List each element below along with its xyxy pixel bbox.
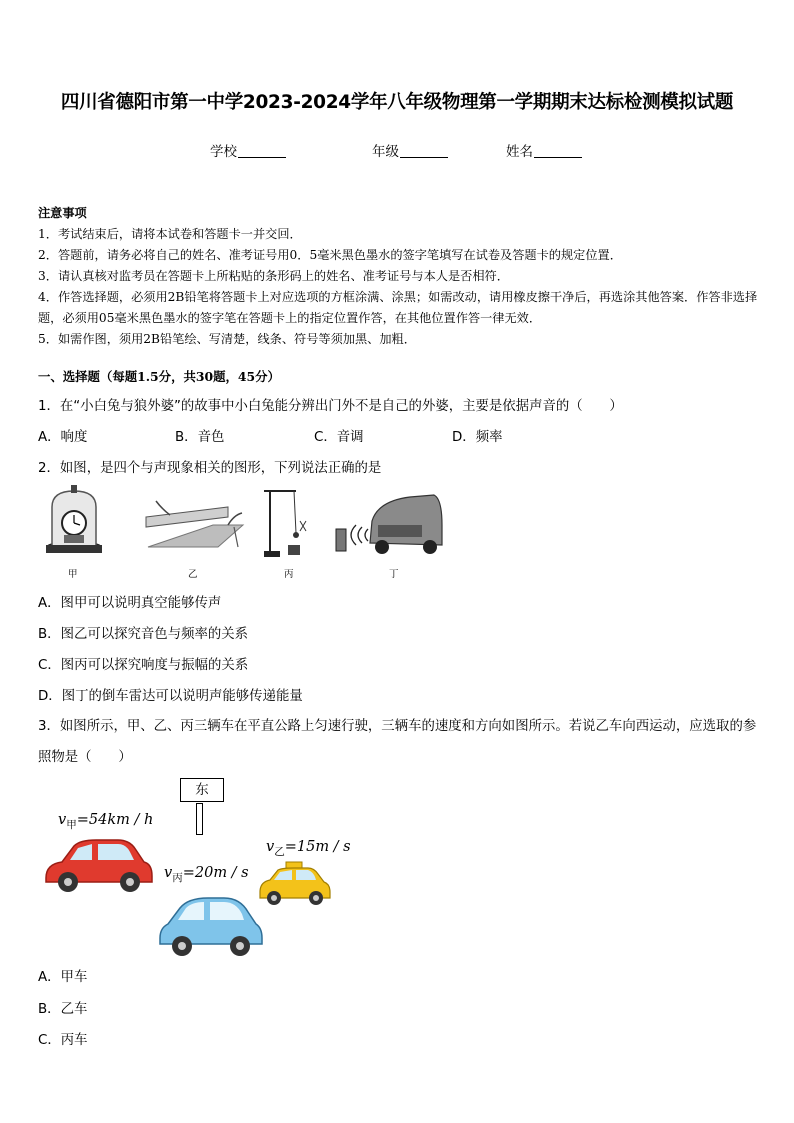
q3-option-a[interactable]: A．甲车 <box>38 970 88 985</box>
grade-field[interactable] <box>372 140 448 160</box>
section-title: 一、选择题（每题1.5分，共30题，45分） <box>38 369 280 384</box>
q2-label-ding: 丁 <box>389 569 399 580</box>
car-jia <box>46 840 152 892</box>
bell-jar-figure <box>46 485 102 553</box>
notes-item: 3．请认真核对监考员在答题卡上所粘贴的条形码上的姓名、准考证号与本人是否相符． <box>38 269 509 283</box>
exam-title: 四川省德阳市第一中学2023-2024学年八年级物理第一学期期末达标检测模拟试题 <box>60 92 734 113</box>
name-field[interactable] <box>506 140 582 160</box>
speed-yi-unit: m / s <box>315 839 351 855</box>
q3-option-c[interactable]: C．丙车 <box>38 1033 88 1048</box>
question-3-stem: 3．如图所示，甲、乙、丙三辆车在平直公路上匀速行驶，三辆车的速度和方向如图所示。若说乙车向西运动，应选取的参照物是（ ） <box>38 719 757 765</box>
speed-label-yi: $v_乙=15m / s$ <box>266 839 351 858</box>
speed-label-bing: $v_丙=20m / s$ <box>164 865 249 884</box>
notes-block <box>38 203 760 350</box>
q2-figures <box>38 485 448 580</box>
question-2-stem: 2．如图，是四个与声现象相关的图形，下列说法正确的是 <box>38 461 382 476</box>
tuning-fork-figure <box>264 491 306 557</box>
name-blank[interactable] <box>534 143 582 158</box>
q1-option-c[interactable]: C．音调 <box>314 430 364 445</box>
speed-yi-value: 15 <box>296 839 316 855</box>
grade-label: 年级 <box>372 144 399 160</box>
q2-label-jia: 甲 <box>68 569 78 580</box>
q3-option-b[interactable]: B．乙车 <box>38 1002 88 1017</box>
speed-bing-car: 丙 <box>172 871 183 884</box>
speed-jia-unit: km / h <box>107 812 154 828</box>
grade-blank[interactable] <box>400 143 448 158</box>
q1-option-d[interactable]: D．频率 <box>452 430 503 445</box>
speed-label-jia: $v_甲=54km / h$ <box>58 812 154 831</box>
east-sign: 东 <box>180 778 224 802</box>
q1-option-b[interactable]: B．音色 <box>175 430 225 445</box>
q2-option-c[interactable]: C．图丙可以探究响度与振幅的关系 <box>38 658 249 673</box>
school-blank[interactable] <box>238 143 286 158</box>
speed-bing-value: 20 <box>194 865 214 881</box>
q1-option-a[interactable]: A．响度 <box>38 430 88 445</box>
notes-item: 2．答题前，请务必将自己的姓名、准考证号用0．5毫米黑色墨水的签字笔填写在试卷及答题卡的规定位置． <box>38 248 622 262</box>
speed-yi-car: 乙 <box>274 845 285 858</box>
ruler-figure <box>146 501 243 547</box>
car-yi <box>260 862 330 905</box>
q3-cars <box>40 836 340 960</box>
speed-bing-unit: m / s <box>213 865 249 881</box>
car-bing <box>160 898 262 956</box>
speed-jia-value: 54 <box>88 812 108 828</box>
school-field[interactable] <box>210 140 286 160</box>
reversing-car-figure <box>336 495 442 554</box>
speed-jia-car: 甲 <box>66 818 77 831</box>
notes-item: 4．作答选择题，必须用2B铅笔将答题卡上对应选项的方框涂满、涂黑；如需改动，请用橡皮擦干净后，再选涂其他答案．作答非选择题，必须用05毫米黑色墨水的签字笔在答题卡上的指定位置作答，在其他位置作答一律无效． <box>38 290 758 325</box>
notes-item: 1．考试结束后，请将本试卷和答题卡一并交回． <box>38 227 302 241</box>
q2-option-d[interactable]: D．图丁的倒车雷达可以说明声能够传递能量 <box>38 689 303 704</box>
q2-option-b[interactable]: B．图乙可以探究音色与频率的关系 <box>38 627 249 642</box>
notes-heading: 注意事项 <box>38 206 87 220</box>
school-label: 学校 <box>210 144 237 160</box>
q2-label-yi: 乙 <box>188 569 198 580</box>
name-label: 姓名 <box>506 144 533 160</box>
sign-post <box>196 803 203 835</box>
q2-label-bing: 丙 <box>284 569 294 580</box>
q2-option-a[interactable]: A．图甲可以说明真空能够传声 <box>38 596 222 611</box>
notes-item: 5．如需作图，须用2B铅笔绘、写清楚，线条、符号等须加黑、加粗． <box>38 332 416 346</box>
question-1-stem: 1．在“小白兔与狼外婆”的故事中小白兔能分辨出门外不是自己的外婆，主要是依据声音的（ ） <box>38 399 623 414</box>
